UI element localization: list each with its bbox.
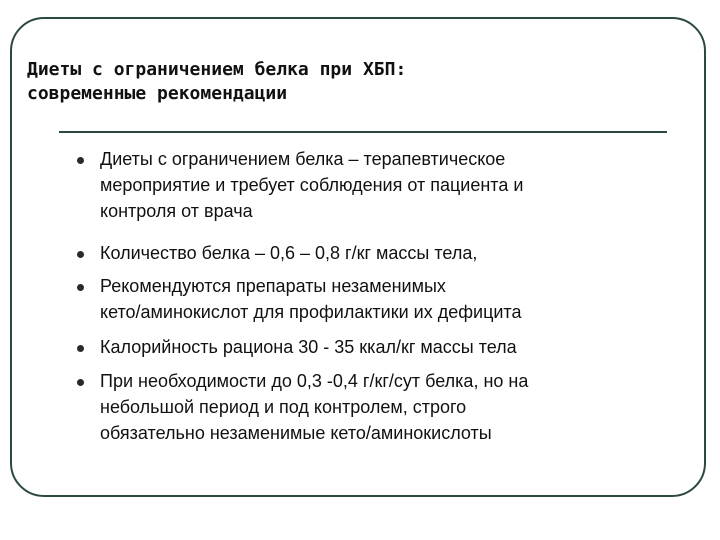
title-line-2: современные рекомендации xyxy=(27,83,288,104)
bullet-line: небольшой период и под контролем, строго xyxy=(100,397,467,417)
bullet-text xyxy=(100,334,690,360)
bullet-line: контроля от врача xyxy=(100,201,253,221)
bullet-line: мероприятие и требует соблюдения от пациента и xyxy=(100,175,524,195)
bullet-text xyxy=(100,368,690,446)
bullet-line: Диеты с ограничением белка – терапевтическое xyxy=(100,149,506,169)
bullet-line: При необходимости до 0,3 -0,4 г/кг/сут белка, но на xyxy=(100,371,529,391)
bullet-dot-icon xyxy=(77,345,84,352)
bullet-text xyxy=(100,240,690,266)
bullet-dot-icon xyxy=(77,284,84,291)
bullet-line: обязательно незаменимые кето/аминокислоты xyxy=(100,423,492,443)
bullet-line: Количество белка – 0,6 – 0,8 г/кг массы тела, xyxy=(100,243,478,263)
bullet-text xyxy=(100,273,690,325)
title-line-1: Диеты с ограничением белка при ХБП: xyxy=(27,59,407,80)
bullet-dot-icon xyxy=(77,379,84,386)
bullet-line: Рекомендуются препараты незаменимых xyxy=(100,276,446,296)
bullet-text xyxy=(100,146,690,224)
bullet-line: кето/аминокислот для профилактики их дефицита xyxy=(100,302,522,322)
bullet-dot-icon xyxy=(77,157,84,164)
bullet-line: Калорийность рациона 30 - 35 ккал/кг массы тела xyxy=(100,337,517,357)
bullet-dot-icon xyxy=(77,251,84,258)
